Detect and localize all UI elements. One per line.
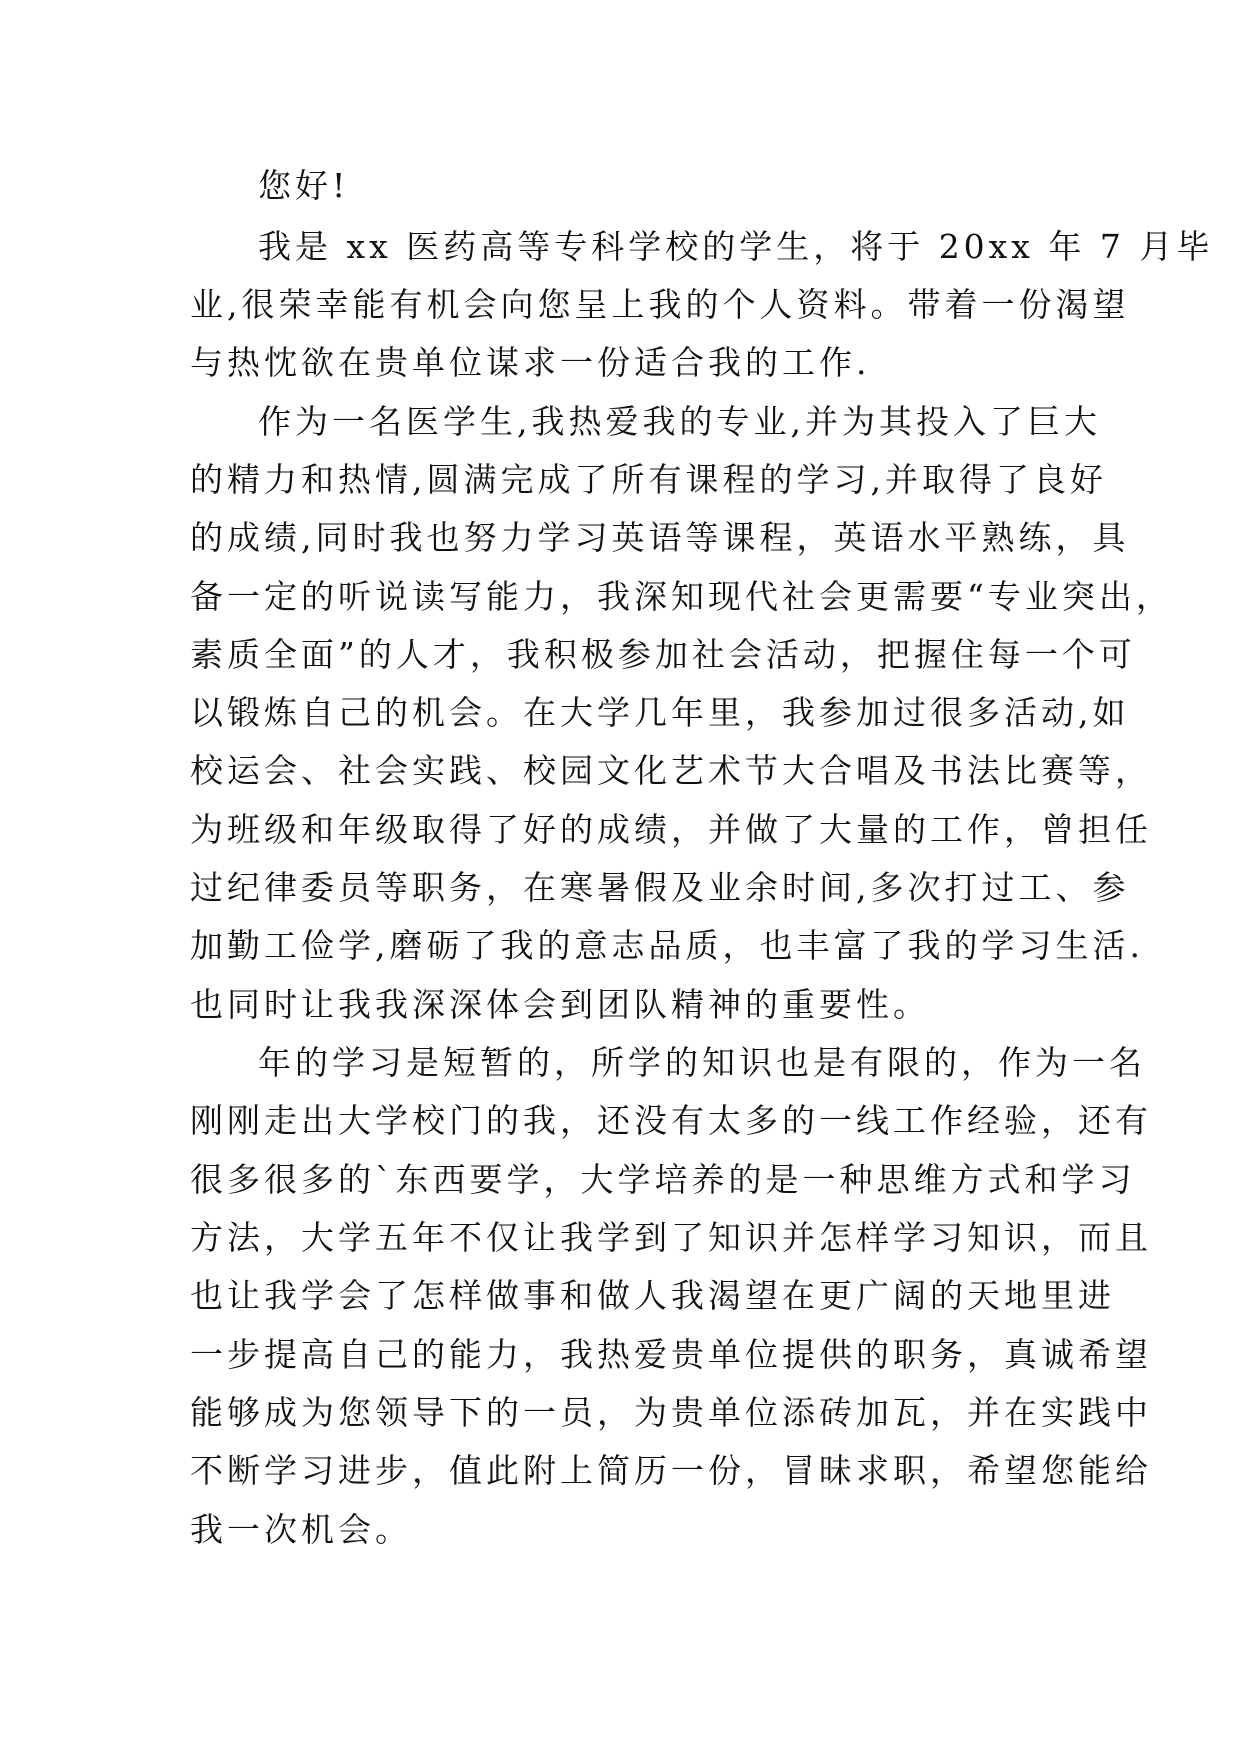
paragraph-3-line-5: 也让我学会了怎样做事和做人我渴望在更广阔的天地里进 <box>190 1276 1115 1315</box>
paragraph-3-line-7: 能够成为您领导下的一员，为贵单位添砖加瓦，并在实践中 <box>190 1393 1152 1432</box>
paragraph-1-line-3: 与热忱欲在贵单位谋求一份适合我的工作. <box>190 343 871 382</box>
paragraph-2-line-9: 过纪律委员等职务，在寒暑假及业余时间,多次打过工、参 <box>190 868 1130 907</box>
paragraph-1-line-2: 业,很荣幸能有机会向您呈上我的个人资料。带着一份渴望 <box>190 285 1130 324</box>
paragraph-2-line-1: 作为一名医学生,我热爱我的专业,并为其投入了巨大 <box>258 402 1101 441</box>
paragraph-3-line-3: 很多很多的`东西要学，大学培养的是一种思维方式和学习 <box>190 1160 1136 1199</box>
greeting: 您好! <box>258 166 350 205</box>
paragraph-2-line-4: 备一定的听说读写能力，我深知现代社会更需要“专业突出， <box>190 577 1173 616</box>
paragraph-2-line-8: 为班级和年级取得了好的成绩，并做了大量的工作，曾担任 <box>190 810 1152 849</box>
paragraph-2-line-10: 加勤工俭学,磨砺了我的意志品质，也丰富了我的学习生活. <box>190 926 1144 965</box>
paragraph-1-line-1: 我是 xx 医药高等专科学校的学生，将于 20xx 年 7 月毕 <box>258 227 1214 266</box>
paragraph-2-line-6: 以锻炼自己的机会。在大学几年里，我参加过很多活动,如 <box>190 693 1130 732</box>
paragraph-2-line-2: 的精力和热情,圆满完成了所有课程的学习,并取得了良好 <box>190 460 1107 499</box>
paragraph-2-line-11: 也同时让我我深深体会到团队精神的重要性。 <box>190 985 930 1024</box>
paragraph-2-line-5: 素质全面”的人才，我积极参加社会活动，把握住每一个可 <box>190 635 1136 674</box>
paragraph-3-line-9: 我一次机会。 <box>190 1510 412 1549</box>
paragraph-2-line-3: 的成绩,同时我也努力学习英语等课程，英语水平熟练，具 <box>190 518 1130 557</box>
paragraph-3-line-2: 刚刚走出大学校门的我，还没有太多的一线工作经验，还有 <box>190 1101 1152 1140</box>
paragraph-3-line-4: 方法，大学五年不仅让我学到了知识并怎样学习知识，而且 <box>190 1218 1152 1257</box>
paragraph-2-line-7: 校运会、社会实践、校园文化艺术节大合唱及书法比赛等， <box>190 751 1152 790</box>
paragraph-3-line-1: 年的学习是短暂的，所学的知识也是有限的，作为一名 <box>258 1043 1146 1082</box>
paragraph-3-line-6: 一步提高自己的能力，我热爱贵单位提供的职务，真诚希望 <box>190 1335 1152 1374</box>
paragraph-3-line-8: 不断学习进步，值此附上简历一份，冒昧求职，希望您能给 <box>190 1451 1152 1490</box>
